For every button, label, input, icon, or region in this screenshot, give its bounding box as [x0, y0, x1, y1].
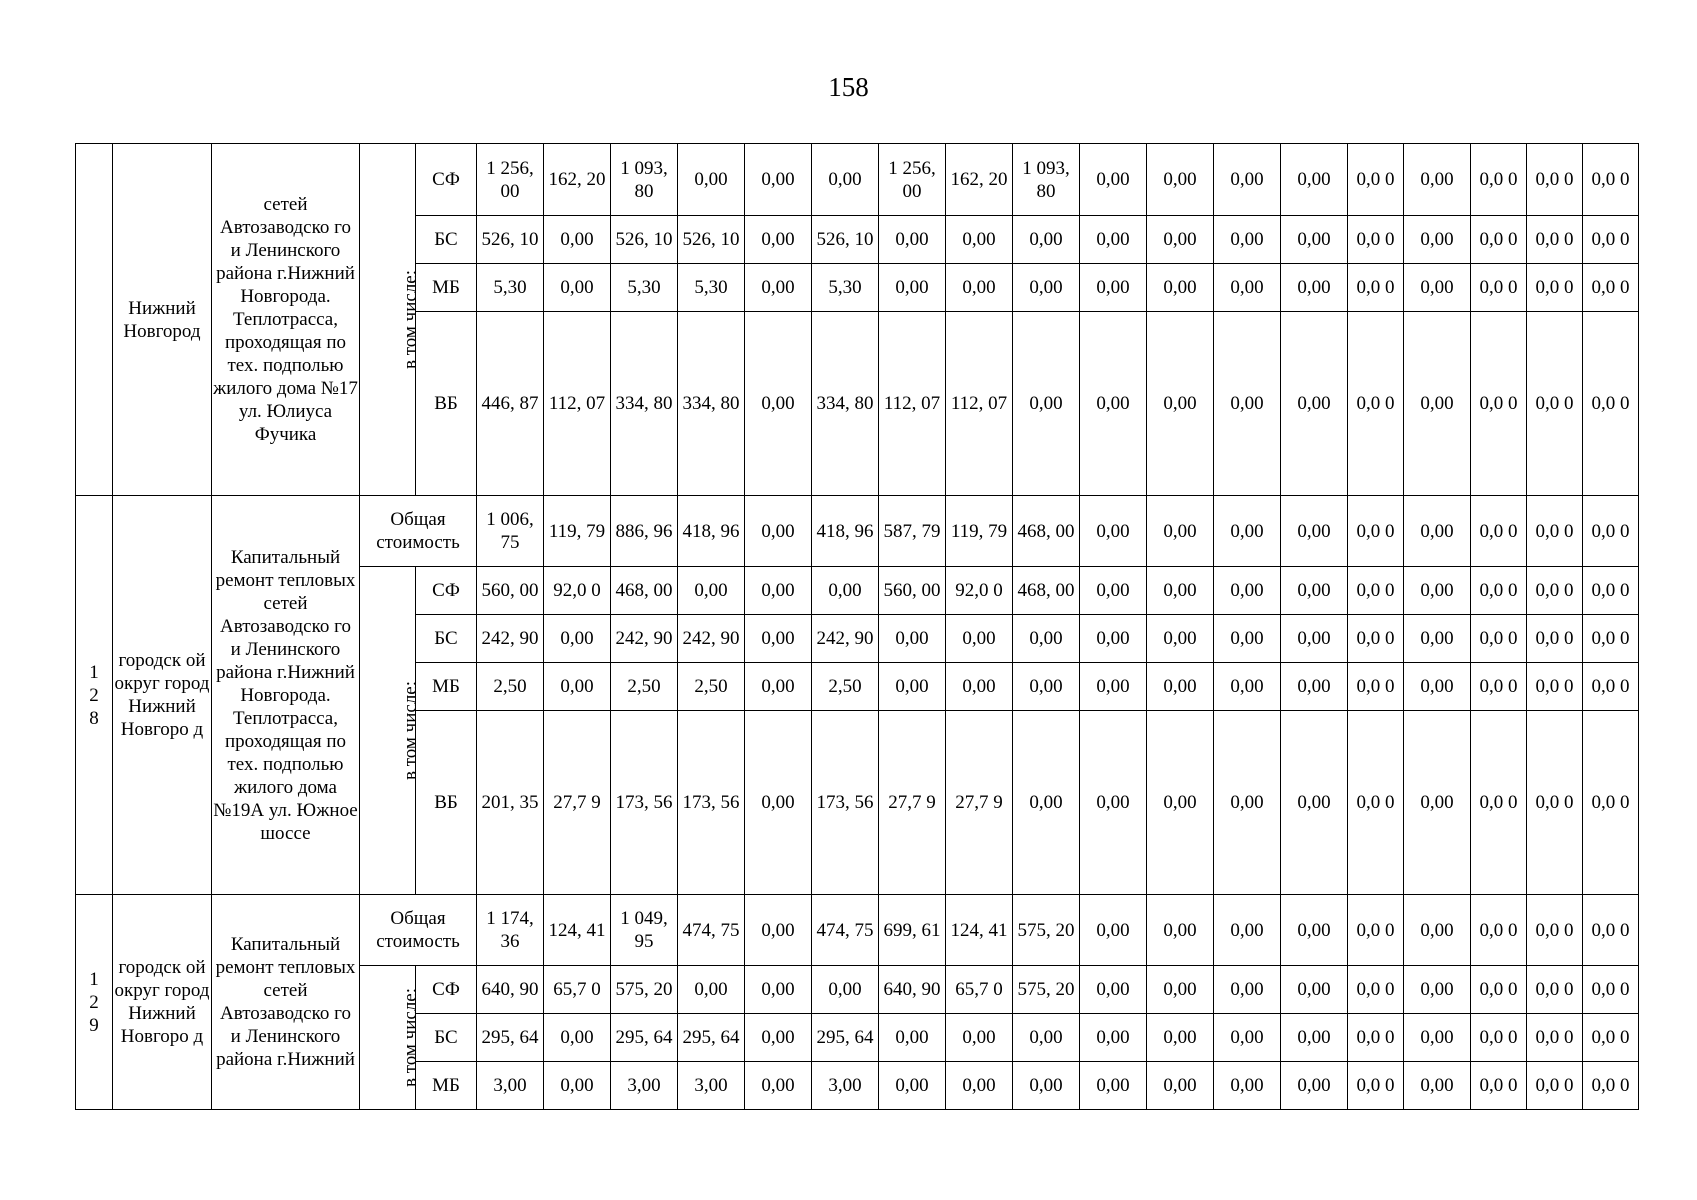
- value-cell: 0,0 0: [1527, 1014, 1583, 1062]
- value-cell: 0,00: [1214, 264, 1281, 312]
- value-cell: 0,00: [1080, 966, 1147, 1014]
- value-cell: 0,00: [946, 1014, 1013, 1062]
- value-cell: 640, 90: [477, 966, 544, 1014]
- value-cell: 0,0 0: [1471, 312, 1527, 496]
- value-cell: 0,0 0: [1583, 144, 1639, 216]
- value-cell: 0,00: [1281, 496, 1348, 567]
- value-cell: 0,00: [812, 144, 879, 216]
- value-cell: 0,00: [745, 1014, 812, 1062]
- value-cell: 526, 10: [812, 216, 879, 264]
- value-cell: 119, 79: [946, 496, 1013, 567]
- value-cell: 0,0 0: [1583, 312, 1639, 496]
- value-cell: 474, 75: [812, 895, 879, 966]
- including-label: [360, 144, 422, 496]
- value-cell: 0,00: [1080, 216, 1147, 264]
- value-cell: 0,00: [1281, 895, 1348, 966]
- value-cell: 0,00: [1281, 966, 1348, 1014]
- value-cell: 0,00: [1404, 1014, 1471, 1062]
- value-cell: 0,00: [946, 615, 1013, 663]
- value-cell: 5,30: [812, 264, 879, 312]
- value-cell: 0,0 0: [1527, 567, 1583, 615]
- value-cell: 0,00: [1281, 1062, 1348, 1110]
- value-cell: 0,00: [1147, 264, 1214, 312]
- value-cell: 0,00: [1214, 615, 1281, 663]
- value-cell: 0,0 0: [1583, 567, 1639, 615]
- value-cell: 0,00: [1147, 216, 1214, 264]
- municipality-cell: Нижний Новгород: [113, 144, 212, 496]
- value-cell: 0,00: [1281, 567, 1348, 615]
- value-cell: 0,00: [544, 663, 611, 711]
- value-cell: 468, 00: [1013, 567, 1080, 615]
- value-cell: 0,00: [1080, 264, 1147, 312]
- value-cell: 526, 10: [477, 216, 544, 264]
- value-cell: 5,30: [678, 264, 745, 312]
- value-cell: 0,00: [1013, 264, 1080, 312]
- value-cell: 0,00: [1214, 312, 1281, 496]
- value-cell: 1 174, 36: [477, 895, 544, 966]
- value-cell: 0,00: [946, 264, 1013, 312]
- value-cell: 0,0 0: [1471, 1062, 1527, 1110]
- value-cell: 526, 10: [678, 216, 745, 264]
- value-cell: 173, 56: [812, 711, 879, 895]
- value-cell: 5,30: [477, 264, 544, 312]
- value-cell: 575, 20: [1013, 895, 1080, 966]
- value-cell: 0,0 0: [1471, 496, 1527, 567]
- value-cell: 587, 79: [879, 496, 946, 567]
- value-cell: 3,00: [477, 1062, 544, 1110]
- value-cell: 0,00: [1404, 711, 1471, 895]
- value-cell: 0,0 0: [1348, 312, 1404, 496]
- value-cell: 0,0 0: [1348, 895, 1404, 966]
- funding-table: [75, 143, 1639, 1110]
- funding-source: МБ: [416, 663, 477, 711]
- value-cell: 0,00: [1404, 663, 1471, 711]
- value-cell: 0,00: [1281, 264, 1348, 312]
- value-cell: 0,00: [1147, 966, 1214, 1014]
- value-cell: 242, 90: [678, 615, 745, 663]
- value-cell: 560, 00: [879, 567, 946, 615]
- value-cell: 0,00: [812, 567, 879, 615]
- value-cell: 0,0 0: [1471, 966, 1527, 1014]
- value-cell: 0,0 0: [1583, 1014, 1639, 1062]
- source-row: [76, 144, 1639, 216]
- value-cell: 27,7 9: [946, 711, 1013, 895]
- value-cell: 0,00: [1214, 711, 1281, 895]
- total-cost-label: Общая стоимость: [360, 496, 477, 567]
- row-number: 1 2 9: [76, 895, 113, 1110]
- value-cell: 0,0 0: [1348, 711, 1404, 895]
- value-cell: 0,00: [1080, 312, 1147, 496]
- value-cell: 0,00: [1404, 567, 1471, 615]
- value-cell: 0,00: [544, 264, 611, 312]
- value-cell: 0,00: [1214, 144, 1281, 216]
- including-label-text: в том числе:: [400, 987, 422, 1088]
- value-cell: 0,00: [1404, 496, 1471, 567]
- value-cell: 334, 80: [678, 312, 745, 496]
- value-cell: 0,00: [1404, 216, 1471, 264]
- value-cell: 173, 56: [611, 711, 678, 895]
- value-cell: 0,0 0: [1471, 615, 1527, 663]
- value-cell: 0,00: [1080, 895, 1147, 966]
- value-cell: 0,0 0: [1583, 496, 1639, 567]
- value-cell: 0,0 0: [1348, 264, 1404, 312]
- value-cell: 0,00: [1281, 216, 1348, 264]
- funding-source: СФ: [416, 567, 477, 615]
- value-cell: 1 256, 00: [477, 144, 544, 216]
- value-cell: 92,0 0: [946, 567, 1013, 615]
- including-label-text: в том числе:: [400, 680, 422, 781]
- value-cell: 0,0 0: [1348, 496, 1404, 567]
- value-cell: 0,0 0: [1583, 1062, 1639, 1110]
- value-cell: 0,00: [1080, 711, 1147, 895]
- municipality-cell: городск ой округ город Нижний Новгоро д: [113, 895, 212, 1110]
- value-cell: 162, 20: [544, 144, 611, 216]
- value-cell: 0,0 0: [1527, 496, 1583, 567]
- value-cell: 474, 75: [678, 895, 745, 966]
- value-cell: 0,00: [544, 216, 611, 264]
- value-cell: 92,0 0: [544, 567, 611, 615]
- row-number: [76, 144, 113, 496]
- value-cell: 0,00: [544, 615, 611, 663]
- value-cell: 1 093, 80: [1013, 144, 1080, 216]
- value-cell: 0,00: [745, 966, 812, 1014]
- value-cell: 0,00: [745, 144, 812, 216]
- value-cell: 162, 20: [946, 144, 1013, 216]
- value-cell: 0,0 0: [1583, 264, 1639, 312]
- value-cell: 0,00: [946, 663, 1013, 711]
- value-cell: 446, 87: [477, 312, 544, 496]
- value-cell: 1 049, 95: [611, 895, 678, 966]
- value-cell: 0,00: [1147, 895, 1214, 966]
- value-cell: 0,00: [1013, 312, 1080, 496]
- value-cell: 295, 64: [678, 1014, 745, 1062]
- value-cell: 0,00: [1147, 144, 1214, 216]
- value-cell: 65,7 0: [946, 966, 1013, 1014]
- value-cell: 27,7 9: [879, 711, 946, 895]
- value-cell: 0,00: [1281, 711, 1348, 895]
- value-cell: 0,00: [745, 216, 812, 264]
- value-cell: 3,00: [611, 1062, 678, 1110]
- value-cell: 334, 80: [611, 312, 678, 496]
- funding-source: БС: [416, 1014, 477, 1062]
- value-cell: 0,00: [1147, 496, 1214, 567]
- value-cell: 3,00: [812, 1062, 879, 1110]
- value-cell: 0,0 0: [1471, 216, 1527, 264]
- value-cell: 0,00: [678, 966, 745, 1014]
- value-cell: 334, 80: [812, 312, 879, 496]
- value-cell: 0,0 0: [1527, 663, 1583, 711]
- funding-source: МБ: [416, 1062, 477, 1110]
- value-cell: 0,00: [745, 663, 812, 711]
- value-cell: 0,0 0: [1471, 895, 1527, 966]
- value-cell: 0,00: [1281, 1014, 1348, 1062]
- value-cell: 119, 79: [544, 496, 611, 567]
- value-cell: 0,0 0: [1348, 567, 1404, 615]
- value-cell: 0,00: [1214, 216, 1281, 264]
- value-cell: 0,00: [1281, 312, 1348, 496]
- value-cell: 0,0 0: [1348, 966, 1404, 1014]
- value-cell: 0,00: [745, 615, 812, 663]
- value-cell: 0,00: [1013, 615, 1080, 663]
- value-cell: 112, 07: [879, 312, 946, 496]
- value-cell: 0,00: [678, 144, 745, 216]
- funding-source: БС: [416, 216, 477, 264]
- value-cell: 0,00: [1147, 663, 1214, 711]
- value-cell: 0,00: [1013, 1014, 1080, 1062]
- funding-source: СФ: [416, 144, 477, 216]
- value-cell: 0,00: [1214, 1062, 1281, 1110]
- value-cell: 0,00: [544, 1014, 611, 1062]
- value-cell: 0,00: [879, 663, 946, 711]
- value-cell: 0,00: [1404, 1062, 1471, 1110]
- value-cell: 1 256, 00: [879, 144, 946, 216]
- value-cell: 0,0 0: [1348, 216, 1404, 264]
- value-cell: 575, 20: [1013, 966, 1080, 1014]
- value-cell: 640, 90: [879, 966, 946, 1014]
- value-cell: 0,00: [1147, 567, 1214, 615]
- value-cell: 173, 56: [678, 711, 745, 895]
- value-cell: 0,00: [1404, 895, 1471, 966]
- row-number: 1 2 8: [76, 496, 113, 895]
- value-cell: 242, 90: [812, 615, 879, 663]
- value-cell: 2,50: [477, 663, 544, 711]
- value-cell: 0,00: [1080, 567, 1147, 615]
- value-cell: 526, 10: [611, 216, 678, 264]
- value-cell: 0,00: [1404, 144, 1471, 216]
- value-cell: 0,0 0: [1583, 711, 1639, 895]
- value-cell: 0,0 0: [1527, 216, 1583, 264]
- value-cell: 0,0 0: [1348, 663, 1404, 711]
- value-cell: 0,00: [879, 615, 946, 663]
- value-cell: 0,00: [879, 264, 946, 312]
- value-cell: 0,00: [1080, 663, 1147, 711]
- value-cell: 0,00: [1281, 663, 1348, 711]
- funding-source: ВБ: [416, 312, 477, 496]
- object-name-cell: Капитальный ремонт тепловых сетей Автозаводско го и Ленинского района г.Нижний: [212, 895, 360, 1110]
- value-cell: 27,7 9: [544, 711, 611, 895]
- value-cell: 0,00: [745, 895, 812, 966]
- value-cell: 468, 00: [611, 567, 678, 615]
- value-cell: 295, 64: [611, 1014, 678, 1062]
- value-cell: 0,00: [1214, 895, 1281, 966]
- value-cell: 0,0 0: [1471, 663, 1527, 711]
- total-row: [76, 496, 1639, 567]
- value-cell: 0,0 0: [1348, 1062, 1404, 1110]
- value-cell: 0,00: [1080, 1014, 1147, 1062]
- value-cell: 0,0 0: [1527, 966, 1583, 1014]
- funding-source: ВБ: [416, 711, 477, 895]
- value-cell: 242, 90: [477, 615, 544, 663]
- including-label: [360, 966, 422, 1110]
- value-cell: 0,00: [544, 1062, 611, 1110]
- value-cell: 699, 61: [879, 895, 946, 966]
- value-cell: 0,00: [1214, 496, 1281, 567]
- value-cell: 1 093, 80: [611, 144, 678, 216]
- value-cell: 0,0 0: [1471, 1014, 1527, 1062]
- value-cell: 0,00: [1013, 663, 1080, 711]
- value-cell: 0,00: [1404, 312, 1471, 496]
- value-cell: 65,7 0: [544, 966, 611, 1014]
- value-cell: 0,00: [745, 1062, 812, 1110]
- value-cell: 0,00: [1404, 615, 1471, 663]
- value-cell: 2,50: [611, 663, 678, 711]
- value-cell: 0,00: [1281, 144, 1348, 216]
- value-cell: 0,00: [1147, 312, 1214, 496]
- value-cell: 0,0 0: [1471, 144, 1527, 216]
- value-cell: 5,30: [611, 264, 678, 312]
- value-cell: 0,0 0: [1527, 1062, 1583, 1110]
- value-cell: 0,00: [1214, 1014, 1281, 1062]
- value-cell: 0,0 0: [1527, 312, 1583, 496]
- value-cell: 886, 96: [611, 496, 678, 567]
- value-cell: 0,00: [1080, 144, 1147, 216]
- value-cell: 0,0 0: [1471, 711, 1527, 895]
- value-cell: 0,00: [1404, 264, 1471, 312]
- value-cell: 2,50: [678, 663, 745, 711]
- funding-table-body: [76, 144, 1639, 1110]
- value-cell: 0,00: [678, 567, 745, 615]
- value-cell: 468, 00: [1013, 496, 1080, 567]
- value-cell: 0,00: [812, 966, 879, 1014]
- value-cell: 112, 07: [946, 312, 1013, 496]
- funding-source: СФ: [416, 966, 477, 1014]
- total-row: [76, 895, 1639, 966]
- value-cell: 0,00: [946, 216, 1013, 264]
- value-cell: 3,00: [678, 1062, 745, 1110]
- value-cell: 0,0 0: [1583, 663, 1639, 711]
- value-cell: 0,0 0: [1527, 144, 1583, 216]
- value-cell: 295, 64: [812, 1014, 879, 1062]
- value-cell: 124, 41: [946, 895, 1013, 966]
- value-cell: 2,50: [812, 663, 879, 711]
- value-cell: 0,00: [1147, 615, 1214, 663]
- value-cell: 124, 41: [544, 895, 611, 966]
- value-cell: 0,00: [1080, 615, 1147, 663]
- value-cell: 0,0 0: [1583, 966, 1639, 1014]
- value-cell: 0,0 0: [1583, 216, 1639, 264]
- value-cell: 575, 20: [611, 966, 678, 1014]
- value-cell: 0,00: [745, 264, 812, 312]
- value-cell: 418, 96: [812, 496, 879, 567]
- value-cell: 1 006, 75: [477, 496, 544, 567]
- value-cell: 295, 64: [477, 1014, 544, 1062]
- including-label: [360, 567, 422, 895]
- value-cell: 418, 96: [678, 496, 745, 567]
- page-number: 158: [828, 72, 869, 102]
- value-cell: 0,0 0: [1527, 615, 1583, 663]
- value-cell: 0,00: [1147, 1062, 1214, 1110]
- object-name-cell: сетей Автозаводско го и Ленинского района г.Нижний Новгорода. Теплотрасса, проходящая по тех. подполью жилого дома №17 ул. Юлиуса Фучика: [212, 144, 360, 496]
- value-cell: 0,00: [1214, 966, 1281, 1014]
- value-cell: 0,00: [1013, 216, 1080, 264]
- value-cell: 242, 90: [611, 615, 678, 663]
- including-label-text: в том числе:: [400, 269, 422, 370]
- value-cell: 0,00: [745, 496, 812, 567]
- value-cell: 0,0 0: [1527, 711, 1583, 895]
- value-cell: 201, 35: [477, 711, 544, 895]
- value-cell: 560, 00: [477, 567, 544, 615]
- value-cell: 0,00: [1147, 711, 1214, 895]
- value-cell: 0,0 0: [1471, 567, 1527, 615]
- funding-source: БС: [416, 615, 477, 663]
- value-cell: 0,0 0: [1527, 895, 1583, 966]
- value-cell: 0,00: [879, 1014, 946, 1062]
- value-cell: 0,00: [745, 711, 812, 895]
- value-cell: 0,0 0: [1527, 264, 1583, 312]
- value-cell: 0,00: [1147, 1014, 1214, 1062]
- value-cell: 0,0 0: [1583, 895, 1639, 966]
- value-cell: 0,00: [745, 567, 812, 615]
- funding-source: МБ: [416, 264, 477, 312]
- value-cell: 0,0 0: [1583, 615, 1639, 663]
- value-cell: 0,00: [946, 1062, 1013, 1110]
- value-cell: 0,00: [1404, 966, 1471, 1014]
- value-cell: 0,00: [1214, 663, 1281, 711]
- value-cell: 0,00: [1080, 1062, 1147, 1110]
- object-name-cell: Капитальный ремонт тепловых сетей Автозаводско го и Ленинского района г.Нижний Новгорода. Теплотрасса, проходящая по тех. подполью жилого дома №19А ул. Южное шоссе: [212, 496, 360, 895]
- value-cell: 0,00: [879, 216, 946, 264]
- value-cell: 0,00: [1281, 615, 1348, 663]
- value-cell: 0,0 0: [1348, 144, 1404, 216]
- value-cell: 0,00: [879, 1062, 946, 1110]
- total-cost-label: Общая стоимость: [360, 895, 477, 966]
- value-cell: 112, 07: [544, 312, 611, 496]
- value-cell: 0,00: [1013, 711, 1080, 895]
- value-cell: 0,00: [1080, 496, 1147, 567]
- value-cell: 0,00: [1214, 567, 1281, 615]
- value-cell: 0,00: [1013, 1062, 1080, 1110]
- value-cell: 0,00: [745, 312, 812, 496]
- value-cell: 0,0 0: [1471, 264, 1527, 312]
- value-cell: 0,0 0: [1348, 615, 1404, 663]
- value-cell: 0,0 0: [1348, 1014, 1404, 1062]
- municipality-cell: городск ой округ город Нижний Новгоро д: [113, 496, 212, 895]
